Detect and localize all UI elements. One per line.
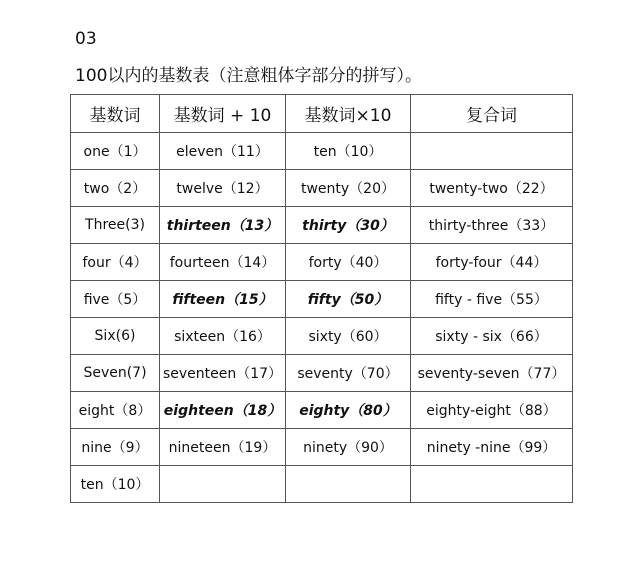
cell-cardinal: two（2） xyxy=(71,170,160,207)
table-row xyxy=(71,392,573,429)
cell-cardinal-plus-ten: seventeen（17） xyxy=(160,355,286,392)
header-compound: 复合词 xyxy=(411,95,573,133)
cell-compound: thirty-three（33） xyxy=(411,207,573,244)
cell-cardinal-plus-ten xyxy=(160,466,286,503)
cell-cardinal: Three(3) xyxy=(71,207,160,244)
header-row xyxy=(71,95,573,133)
cardinal-number-table xyxy=(70,94,573,503)
header-cardinal: 基数词 xyxy=(71,95,160,133)
cell-compound: forty-four（44） xyxy=(411,244,573,281)
cell-cardinal: Six(6) xyxy=(71,318,160,355)
cell-cardinal: nine（9） xyxy=(71,429,160,466)
cell-compound: fifty - five（55） xyxy=(411,281,573,318)
cell-cardinal-times-ten: seventy（70） xyxy=(286,355,411,392)
table-row xyxy=(71,170,573,207)
cell-cardinal-times-ten: forty（40） xyxy=(286,244,411,281)
table-heading: 100以内的基数表（注意粗体字部分的拼写）。 xyxy=(75,66,422,86)
table-body xyxy=(71,133,573,503)
cell-cardinal-plus-ten: twelve（12） xyxy=(160,170,286,207)
cell-compound: seventy-seven（77） xyxy=(411,355,573,392)
table-row xyxy=(71,318,573,355)
cell-cardinal-times-ten: eighty（80） xyxy=(286,392,411,429)
table-row xyxy=(71,281,573,318)
cell-cardinal: eight（8） xyxy=(71,392,160,429)
cell-cardinal-plus-ten: sixteen（16） xyxy=(160,318,286,355)
table-row xyxy=(71,207,573,244)
cell-cardinal-times-ten: ninety（90） xyxy=(286,429,411,466)
cell-cardinal: ten（10） xyxy=(71,466,160,503)
cell-cardinal-plus-ten: eighteen（18） xyxy=(160,392,286,429)
cell-compound xyxy=(411,466,573,503)
cell-compound: eighty-eight（88） xyxy=(411,392,573,429)
cell-cardinal-times-ten: twenty（20） xyxy=(286,170,411,207)
cell-cardinal: one（1） xyxy=(71,133,160,170)
table-row xyxy=(71,466,573,503)
cell-cardinal-plus-ten: fourteen（14） xyxy=(160,244,286,281)
header-cardinal-plus-ten: 基数词 + 10 xyxy=(160,95,286,133)
cell-compound xyxy=(411,133,573,170)
cell-cardinal-times-ten xyxy=(286,466,411,503)
cell-compound: ninety -nine（99） xyxy=(411,429,573,466)
cell-cardinal-plus-ten: fifteen（15） xyxy=(160,281,286,318)
table-row xyxy=(71,133,573,170)
cell-cardinal-plus-ten: nineteen（19） xyxy=(160,429,286,466)
cell-cardinal: Seven(7) xyxy=(71,355,160,392)
cell-cardinal: four（4） xyxy=(71,244,160,281)
cell-compound: twenty-two（22） xyxy=(411,170,573,207)
cell-cardinal-plus-ten: thirteen（13） xyxy=(160,207,286,244)
cell-cardinal: five（5） xyxy=(71,281,160,318)
table-row xyxy=(71,429,573,466)
header-cardinal-times-ten: 基数词×10 xyxy=(286,95,411,133)
table-row xyxy=(71,244,573,281)
cell-cardinal-times-ten: thirty（30） xyxy=(286,207,411,244)
cell-cardinal-times-ten: fifty（50） xyxy=(286,281,411,318)
cell-cardinal-plus-ten: eleven（11） xyxy=(160,133,286,170)
table-row xyxy=(71,355,573,392)
cell-cardinal-times-ten: ten（10） xyxy=(286,133,411,170)
page-number: 03 xyxy=(75,29,97,49)
cell-compound: sixty - six（66） xyxy=(411,318,573,355)
cell-cardinal-times-ten: sixty（60） xyxy=(286,318,411,355)
